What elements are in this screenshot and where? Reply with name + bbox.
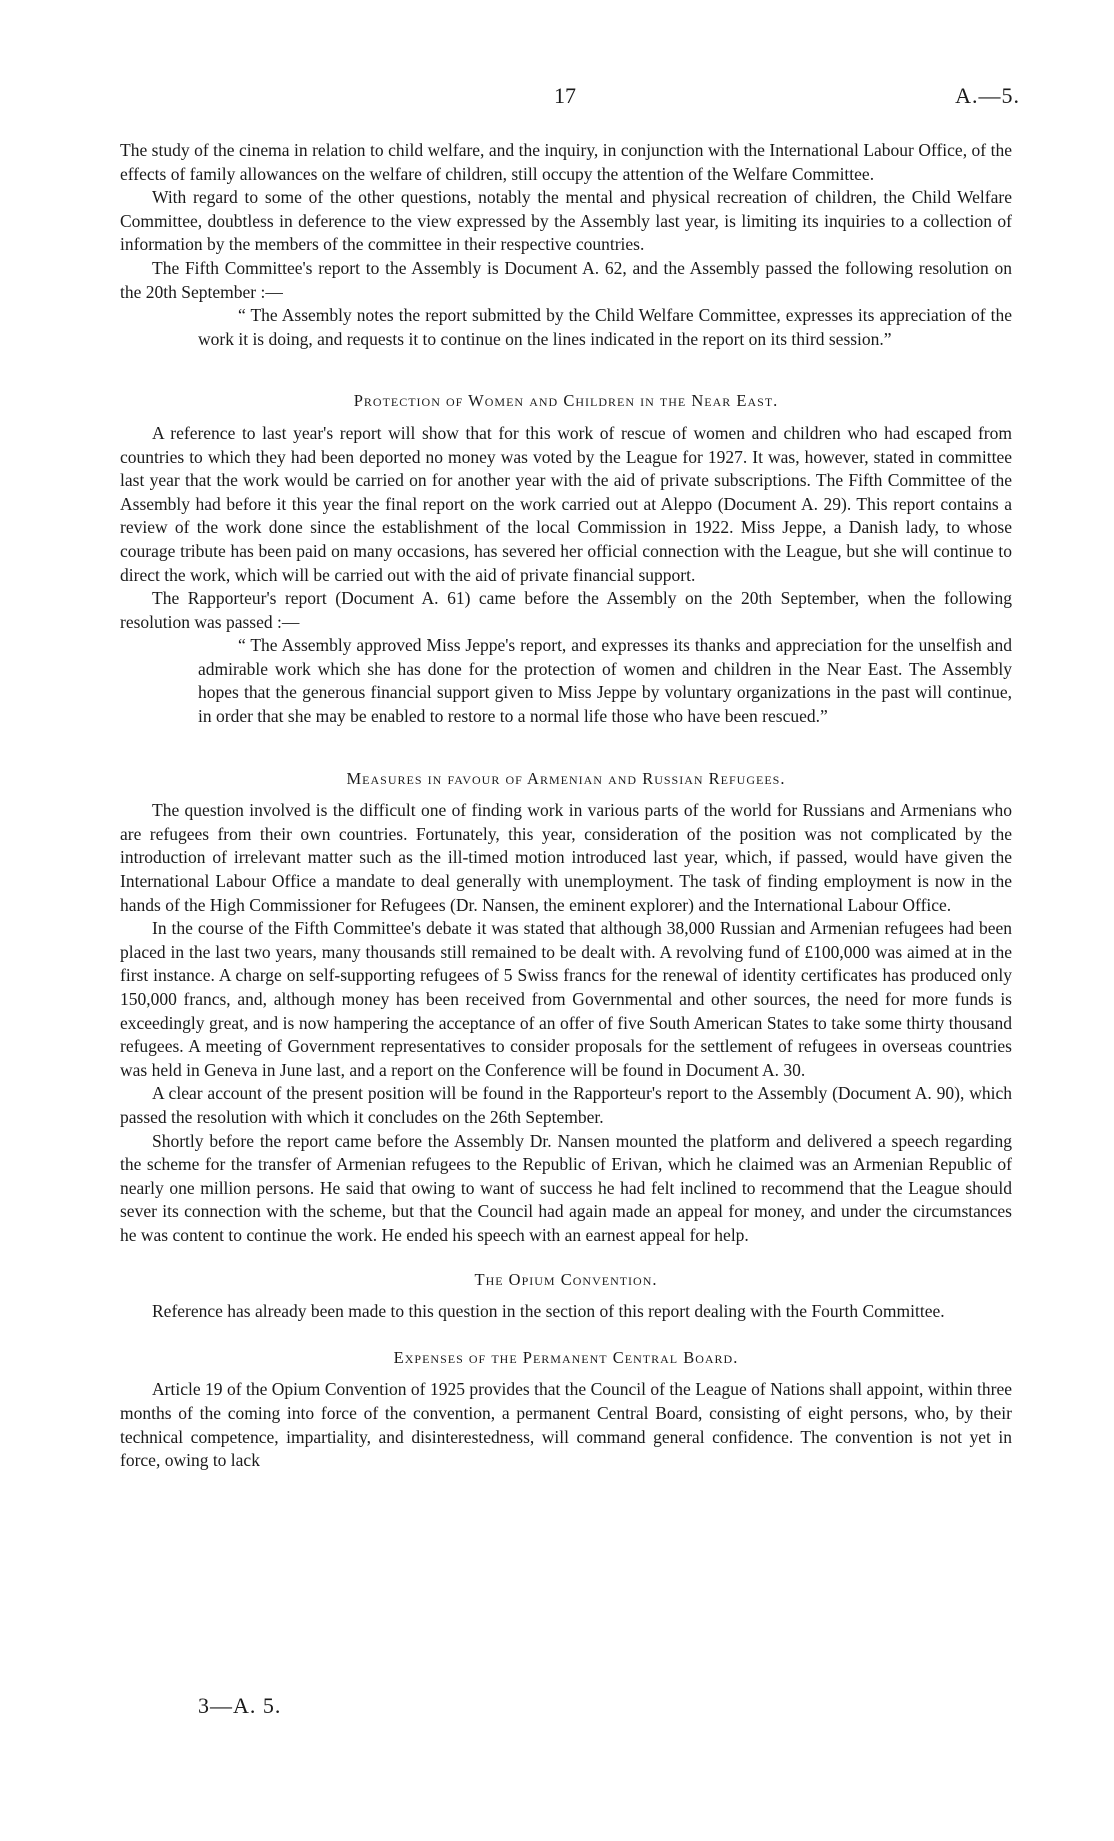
paragraph: The Rapporteur's report (Document A. 61) came before the Assembly on the 20th September, when the following resolution was passed :— [120, 588, 1012, 632]
signature-mark: 3—A. 5. [198, 1693, 282, 1718]
body-text [120, 139, 1012, 1473]
paragraph: A reference to last year's report will show that for this work of rescue of women and children who had escaped from countries to which they had been deported no money was voted by the League for 1927. It was, however, stated in committee last year that the work would be carried on for another year with the aid of private subscriptions. The Fifth Committee of the Assembly had before it this year the final report on the work carried out at Aleppo (Document A. 29). This report contains a review of the work done since the establishment of the local Commission in 1922. Miss Jeppe, a Danish lady, to whose courage tribute has been paid on many occasions, has severed her official connection with the League, but she will continue to direct the work, which will be carried out with the aid of private financial support. [120, 422, 1012, 585]
section-heading-central-board: Expenses of the Permanent Central Board. [393, 1347, 739, 1367]
document-reference: A.—5. [955, 83, 1020, 108]
page-number: 17 [554, 83, 576, 108]
paragraph: A clear account of the present position will be found in the Rapporteur's report to the Assembly (Document A. 90), which passed the resolution with which it concludes on the 26th September. [120, 1083, 1012, 1127]
section-heading-near-east: Protection of Women and Children in the Near East. [353, 391, 779, 411]
resolution-quote: “ The Assembly notes the report submitted by the Child Welfare Committee, expresses its appreciation of the work it is doing, and requests it to continue on the lines indicated in the report on its third session.” [198, 305, 1012, 349]
paragraph: Article 19 of the Opium Convention of 1925 provides that the Council of the League of Nations shall appoint, within three months of the coming into force of the convention, a permanent Central Board, consisting of eight persons, who, by their technical competence, impartiality, and disinterestedness, will command general confidence. The convention is not yet in force, owing to lack [120, 1379, 1012, 1471]
section-heading-opium: The Opium Convention. [474, 1269, 658, 1289]
section-heading-refugees: Measures in favour of Armenian and Russian Refugees. [346, 768, 786, 788]
paragraph: The study of the cinema in relation to child welfare, and the inquiry, in conjunction with the International Labour Office, of the effects of family allowances on the welfare of children, still occupy the attention of the Welfare Committee. [120, 140, 1012, 184]
resolution-quote: “ The Assembly approved Miss Jeppe's report, and expresses its thanks and appreciation for the unselfish and admirable work which she has done for the protection of women and children in the Near East. The Assembly hopes that the generous financial support given to Miss Jeppe by voluntary organizations in the past will continue, in order that she may be enabled to restore to a normal life those who have been rescued.” [198, 635, 1012, 727]
paragraph: The Fifth Committee's report to the Assembly is Document A. 62, and the Assembly passed the following resolution on the 20th September :— [120, 257, 1012, 302]
paragraph: In the course of the Fifth Committee's debate it was stated that although 38,000 Russian and Armenian refugees had been placed in the last two years, many thousands still remained to be dealt with. A revolving fund of £100,000 was aimed at in the first instance. A charge on self-supporting refugees of 5 Swiss francs for the renewal of identity certificates has produced only 150,000 francs, and, although money has been received from Governmental and other sources, the need for more funds is exceedingly great, and is now hampering the acceptance of an offer of five South American States to take some thirty thousand refugees. A meeting of Government representatives to consider proposals for the settlement of refugees in overseas countries was held in Geneva in June last, and a report on the Conference will be found in Document A. 30. [120, 918, 1012, 1080]
paragraph: Shortly before the report came before the Assembly Dr. Nansen mounted the platform and delivered a speech regarding the scheme for the transfer of Armenian refugees to the Republic of Erivan, which he claimed was an Armenian Republic of nearly one million persons. He said that owing to want of success he had felt inclined to recommend that the League should sever its connection with the scheme, but that the Council had again made an appeal for money, and under the circumstances he was content to continue the work. He ended his speech with an earnest appeal for help. [120, 1130, 1012, 1245]
paragraph: The question involved is the difficult one of finding work in various parts of the world for Russians and Armenians who are refugees from their own countries. Fortunately, this year, consideration of the position was not complicated by the introduction of irrelevant matter such as the ill-timed motion introduced last year, which, if passed, would have given the International Labour Office a mandate to deal generally with unemployment. The task of finding employment is now in the hands of the High Commissioner for Refugees (Dr. Nansen, the eminent explorer) and the International Labour Office. [120, 800, 1012, 915]
paragraph: With regard to some of the other questions, notably the mental and physical recreation of children, the Child Welfare Committee, doubtless in deference to the view expressed by the Assembly last year, is limiting its inquiries to a collection of information by the members of the committee in their respective countries. [120, 187, 1012, 255]
paragraph: Reference has already been made to this question in the section of this report dealing with the Fourth Committee. [152, 1301, 945, 1322]
